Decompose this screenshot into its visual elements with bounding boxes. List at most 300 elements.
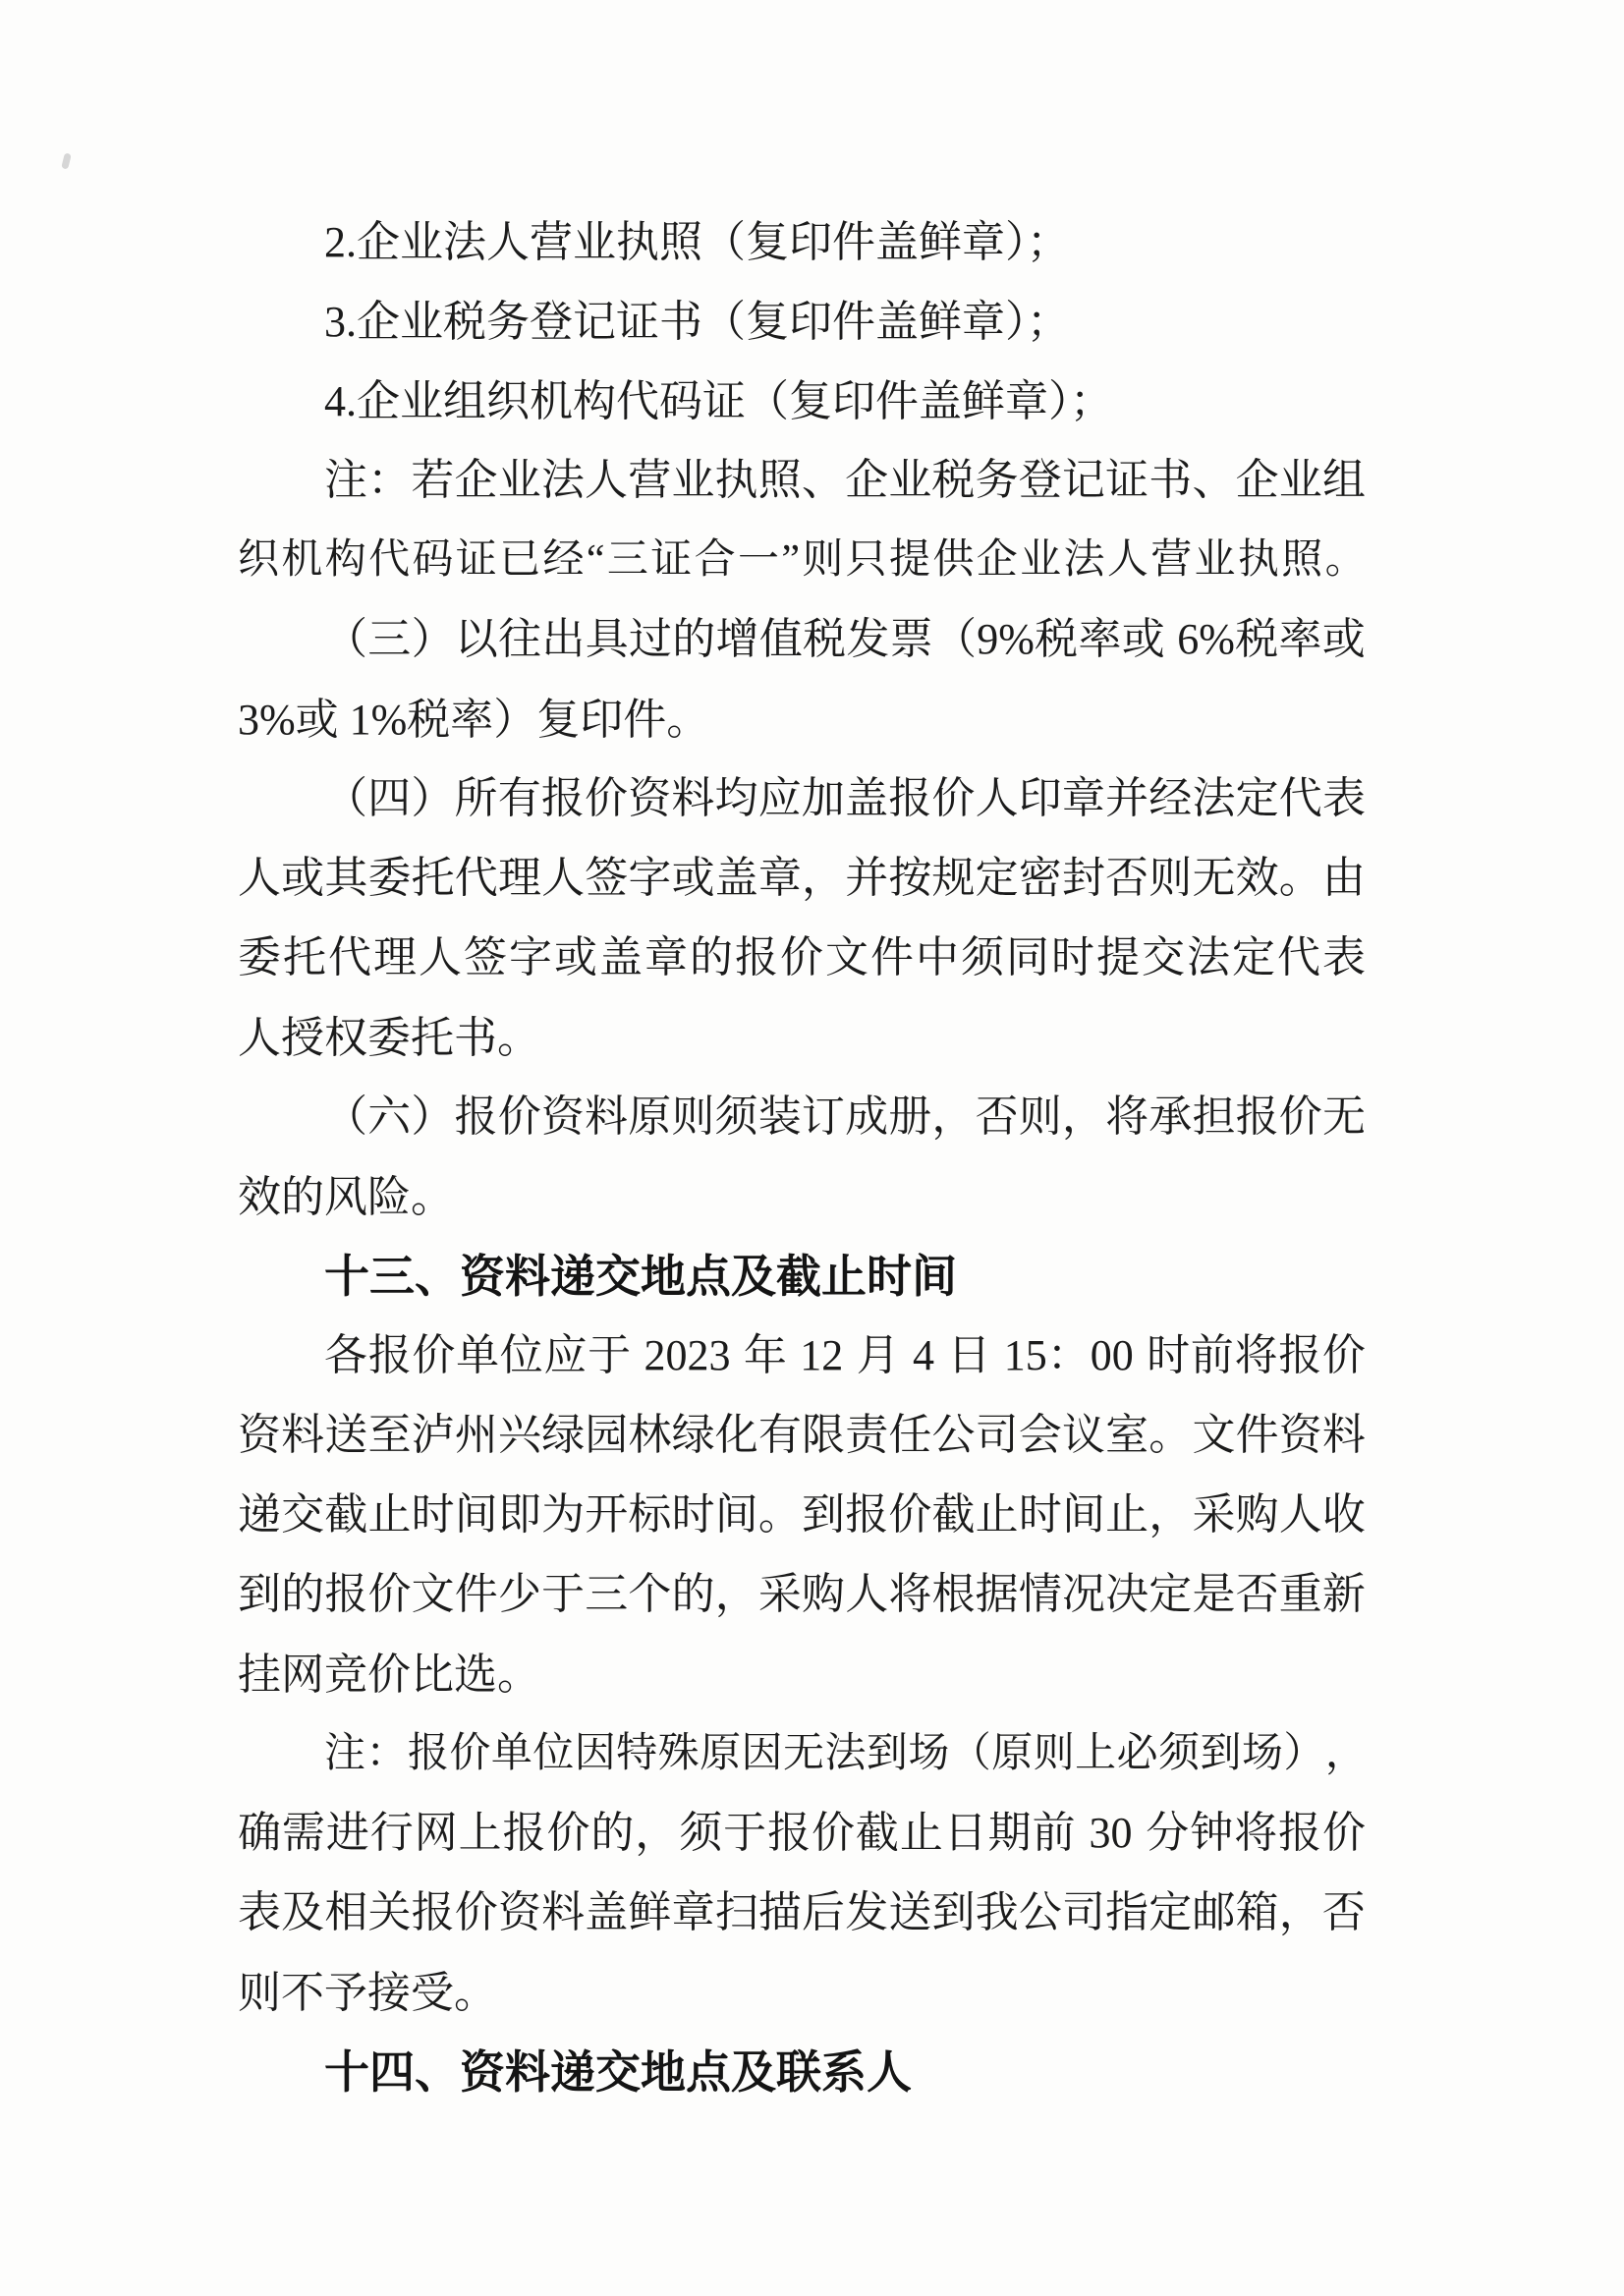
glyph: 价 <box>546 1809 590 1858</box>
glyph: 原 <box>700 1731 741 1777</box>
glyph: 代 <box>454 854 498 903</box>
glyph: 册 <box>888 1092 932 1142</box>
glyph: 则 <box>1148 854 1193 903</box>
glyph: 止 <box>899 1809 943 1858</box>
glyph: 化 <box>714 1411 758 1460</box>
glyph: 密 <box>1018 854 1062 903</box>
glyph: 截 <box>324 1490 368 1540</box>
glyph: 日 <box>947 1331 991 1380</box>
glyph: 兴 <box>497 1411 541 1460</box>
glyph: 购 <box>802 1570 846 1619</box>
glyph: 或 <box>281 854 325 903</box>
glyph: 有 <box>757 1411 802 1460</box>
glyph: ， <box>931 1092 976 1142</box>
glyph: 报 <box>454 1092 498 1142</box>
glyph: 定 <box>1148 1570 1193 1619</box>
text-line <box>238 839 1366 919</box>
glyph: 料 <box>1321 1411 1366 1460</box>
glyph: 报 <box>502 1809 546 1858</box>
text-line <box>238 521 1366 600</box>
glyph: 码 <box>412 537 453 584</box>
glyph: 交 <box>1142 933 1185 982</box>
text-line <box>238 1794 1366 1874</box>
glyph: 章 <box>757 854 802 903</box>
glyph: ： <box>365 1731 407 1777</box>
glyph: 代 <box>1277 933 1320 982</box>
glyph: 。 <box>1278 854 1322 903</box>
text-line <box>238 441 1366 521</box>
glyph: 均 <box>714 774 758 823</box>
glyph: （ <box>324 1092 367 1142</box>
glyph: 进 <box>325 1809 369 1858</box>
glyph: 盖 <box>714 854 758 903</box>
glyph: 应 <box>757 774 802 823</box>
glyph: 重 <box>1278 1570 1322 1619</box>
glyph: 箱 <box>1235 1888 1279 1937</box>
glyph: 任 <box>888 1411 932 1460</box>
glyph: 绿 <box>671 1411 715 1460</box>
glyph: 由 <box>1321 854 1366 903</box>
glyph: 报 <box>735 933 778 982</box>
glyph: 送 <box>888 1888 932 1937</box>
glyph: 时 <box>1018 1490 1062 1540</box>
glyph: 于 <box>541 1570 586 1619</box>
glyph: 证 <box>455 537 496 584</box>
glyph: 将 <box>888 1570 932 1619</box>
glyph: 执 <box>714 456 758 505</box>
glyph: 税 <box>931 456 976 505</box>
glyph: 况 <box>1061 1570 1105 1619</box>
glyph: ） <box>411 615 455 664</box>
glyph: 决 <box>1105 1570 1149 1619</box>
glyph: 企 <box>454 456 498 505</box>
glyph: 若 <box>411 456 455 505</box>
glyph: ， <box>1278 1888 1322 1937</box>
glyph: 单 <box>456 1331 500 1380</box>
glyph: 报 <box>767 1809 812 1858</box>
glyph: ， <box>1061 1092 1105 1142</box>
glyph: 营 <box>628 456 672 505</box>
glyph: 上 <box>1075 1731 1116 1777</box>
glyph: 间 <box>1061 1490 1105 1540</box>
glyph: 件 <box>870 933 914 982</box>
glyph: 即 <box>497 1490 541 1540</box>
glyph: 经 <box>542 537 584 584</box>
glyph: 资 <box>1278 1411 1322 1460</box>
glyph: 否 <box>1235 1570 1279 1619</box>
glyph: ） <box>1283 1731 1324 1777</box>
glyph: 后 <box>802 1888 846 1937</box>
glyph: 三 <box>585 1570 629 1619</box>
glyph: 分 <box>1146 1809 1190 1858</box>
glyph: 到 <box>866 1731 907 1777</box>
glyph: 托 <box>283 933 326 982</box>
glyph: 殊 <box>657 1731 699 1777</box>
glyph: 封 <box>1061 854 1105 903</box>
glyph: 价 <box>1321 1331 1366 1380</box>
glyph: 构 <box>324 537 365 584</box>
glyph: 公 <box>931 1411 976 1460</box>
glyph: 送 <box>324 1411 368 1460</box>
text-line <box>238 919 1366 998</box>
glyph: 日 <box>943 1809 987 1858</box>
glyph: 原 <box>991 1731 1033 1777</box>
glyph: 各 <box>324 1331 367 1380</box>
glyph: 定 <box>1232 933 1275 982</box>
glyph: 企 <box>845 456 889 505</box>
glyph: 料 <box>671 774 715 823</box>
glyph: 表 <box>238 1888 281 1937</box>
glyph: 章 <box>644 933 688 982</box>
glyph: （ <box>949 1731 990 1777</box>
glyph: 值 <box>758 615 803 664</box>
glyph: 人 <box>1106 537 1148 584</box>
glyph: 开 <box>585 1490 629 1540</box>
glyph: 资 <box>497 1888 541 1937</box>
glyph: 因 <box>574 1731 615 1777</box>
glyph: 所 <box>454 774 498 823</box>
glyph: 到 <box>1200 1731 1241 1777</box>
glyph: 字 <box>509 933 552 982</box>
text-line <box>238 1555 1366 1635</box>
glyph: 园 <box>585 1411 629 1460</box>
glyph: 文 <box>825 933 868 982</box>
glyph: 时 <box>671 1490 715 1540</box>
glyph: 前 <box>1032 1809 1076 1858</box>
glyph: 价 <box>931 774 976 823</box>
glyph: 关 <box>367 1888 412 1937</box>
glyph: 截 <box>931 1490 976 1540</box>
glyph: 代 <box>328 933 371 982</box>
glyph: 价 <box>585 774 629 823</box>
glyph: 业 <box>1020 537 1061 584</box>
glyph: 料 <box>541 1888 586 1937</box>
glyph: 、 <box>801 456 845 505</box>
glyph: 字 <box>628 854 672 903</box>
glyph: 注 <box>324 456 367 505</box>
glyph: 钟 <box>1190 1809 1234 1858</box>
glyph: 证 <box>650 537 692 584</box>
glyph: 止 <box>367 1490 412 1540</box>
text-line <box>238 1874 1366 1953</box>
glyph: 司 <box>1061 1888 1105 1937</box>
glyph: 企 <box>1235 456 1279 505</box>
glyph: “ <box>586 537 604 584</box>
text-line <box>238 1714 1366 1794</box>
text-line <box>238 1396 1366 1476</box>
glyph: 订 <box>801 1092 845 1142</box>
glyph: （ <box>324 774 367 823</box>
glyph: 人 <box>1278 1490 1322 1540</box>
glyph: 无 <box>1321 1092 1366 1142</box>
glyph: 无 <box>782 1731 823 1777</box>
glyph: 签 <box>464 933 507 982</box>
glyph: 率 <box>1078 615 1122 664</box>
glyph: 室 <box>1105 1411 1149 1460</box>
glyph: 营 <box>1150 537 1192 584</box>
glyph: 委 <box>367 854 412 903</box>
glyph: 据 <box>975 1570 1019 1619</box>
glyph: 报 <box>411 1888 455 1937</box>
glyph: 或 <box>671 854 715 903</box>
glyph: 无 <box>1192 854 1236 903</box>
glyph: 位 <box>532 1731 574 1777</box>
glyph: 发 <box>846 615 890 664</box>
glyph: 同 <box>1006 933 1049 982</box>
glyph: 理 <box>497 854 541 903</box>
glyph: 到 <box>931 1888 976 1937</box>
glyph: 4 <box>913 1331 934 1380</box>
glyph: 前 <box>1190 1331 1234 1380</box>
glyph: 一 <box>737 537 778 584</box>
glyph: 或 <box>1321 615 1366 664</box>
glyph: 并 <box>845 854 889 903</box>
glyph: 责 <box>845 1411 889 1460</box>
glyph: 价 <box>811 1809 855 1858</box>
glyph: 的 <box>671 1570 715 1619</box>
glyph: 根 <box>931 1570 976 1619</box>
glyph: 资 <box>628 774 672 823</box>
glyph: 执 <box>1237 537 1278 584</box>
glyph: 递 <box>238 1490 281 1540</box>
glyph: 盖 <box>845 774 889 823</box>
glyph: 人 <box>541 854 586 903</box>
glyph: 价 <box>1321 1809 1366 1858</box>
glyph: 票 <box>889 615 933 664</box>
glyph: ， <box>802 854 846 903</box>
glyph: 否 <box>1105 854 1149 903</box>
glyph: 盖 <box>599 933 643 982</box>
glyph: 资 <box>540 1092 585 1142</box>
glyph: 料 <box>585 1092 629 1142</box>
glyph: 相 <box>324 1888 368 1937</box>
glyph: 邮 <box>1192 1888 1236 1937</box>
glyph: 会 <box>1018 1411 1062 1460</box>
text-line: 挂网竞价比选。 <box>238 1651 540 1699</box>
glyph: ： <box>367 456 412 505</box>
glyph: 须 <box>1158 1731 1200 1777</box>
glyph: 因 <box>741 1731 782 1777</box>
glyph: ） <box>411 774 455 823</box>
glyph: 泸 <box>411 1411 455 1460</box>
glyph: 或 <box>1121 615 1165 664</box>
glyph: 书 <box>1148 456 1193 505</box>
glyph: 止 <box>1105 1490 1149 1540</box>
glyph: 中 <box>916 933 959 982</box>
word-space <box>788 1316 800 1396</box>
glyph: 新 <box>1321 1570 1366 1619</box>
glyph: 限 <box>802 1411 846 1460</box>
glyph: 法 <box>540 456 585 505</box>
scan-artifact <box>61 152 72 169</box>
glyph: 记 <box>1061 456 1105 505</box>
glyph: 代 <box>368 537 410 584</box>
glyph: 出 <box>541 615 586 664</box>
glyph: 将 <box>1234 1809 1278 1858</box>
glyph: 增 <box>715 615 759 664</box>
glyph: 绿 <box>541 1411 586 1460</box>
section-heading: 十四、资料递交地点及联系人 <box>324 2045 912 2099</box>
text-line: 则不予接受。 <box>238 1969 497 2017</box>
glyph: 截 <box>855 1809 899 1858</box>
glyph: 价 <box>367 1570 412 1619</box>
glyph: 签 <box>585 854 629 903</box>
glyph: 报 <box>1235 1092 1279 1142</box>
text-block <box>238 202 1366 2112</box>
glyph: 报 <box>324 1570 368 1619</box>
glyph: 税 <box>803 615 847 664</box>
glyph: 表 <box>1322 933 1366 982</box>
glyph: 成 <box>845 1092 889 1142</box>
glyph: 发 <box>845 1888 889 1937</box>
glyph: 少 <box>497 1570 541 1619</box>
glyph: 2023 <box>644 1331 731 1380</box>
glyph: 为 <box>541 1490 586 1540</box>
glyph: 有 <box>497 774 541 823</box>
text-line <box>238 759 1366 839</box>
glyph: 六 <box>367 1092 412 1142</box>
glyph: 行 <box>369 1809 414 1858</box>
glyph: ） <box>411 1092 455 1142</box>
glyph: （ <box>932 615 977 664</box>
glyph: 公 <box>1018 1888 1062 1937</box>
glyph: 登 <box>1018 456 1062 505</box>
glyph: 盖 <box>585 1888 629 1937</box>
word-space <box>731 1316 743 1396</box>
glyph: 价 <box>780 933 823 982</box>
glyph: 9% <box>977 615 1035 664</box>
glyph: 担 <box>1192 1092 1236 1142</box>
glyph: 特 <box>616 1731 657 1777</box>
glyph: 的 <box>690 933 733 982</box>
glyph: 购 <box>1235 1490 1279 1540</box>
glyph: 价 <box>454 1888 498 1937</box>
glyph: 15：00 <box>1003 1331 1134 1380</box>
glyph: 四 <box>367 774 412 823</box>
glyph: 证 <box>1105 456 1149 505</box>
glyph: 料 <box>281 1411 325 1460</box>
glyph: 注 <box>324 1731 365 1777</box>
glyph: 报 <box>888 774 932 823</box>
glyph: 。 <box>1324 537 1366 584</box>
glyph: 法 <box>824 1731 866 1777</box>
glyph: 供 <box>932 537 974 584</box>
glyph: 人 <box>238 854 281 903</box>
glyph: 州 <box>454 1411 498 1460</box>
glyph: 定 <box>975 854 1019 903</box>
glyph: 价 <box>497 1092 541 1142</box>
glyph: 时 <box>411 1490 455 1540</box>
glyph: 报 <box>1278 1809 1322 1858</box>
glyph: 承 <box>1148 1092 1193 1142</box>
glyph: 是 <box>1192 1570 1236 1619</box>
glyph: 则 <box>1033 1731 1074 1777</box>
glyph: 报 <box>845 1490 889 1540</box>
glyph: 交 <box>281 1490 325 1540</box>
word-space <box>632 1316 644 1396</box>
glyph: 装 <box>757 1092 802 1142</box>
glyph: 时 <box>1147 1331 1191 1380</box>
glyph: 文 <box>1192 1411 1236 1460</box>
glyph: 文 <box>411 1570 455 1619</box>
glyph: 否 <box>1321 1888 1366 1937</box>
glyph: ， <box>1148 1490 1193 1540</box>
glyph: 确 <box>238 1809 281 1858</box>
glyph: 鲜 <box>628 1888 672 1937</box>
glyph: 30 <box>1089 1809 1133 1858</box>
glyph: 按 <box>888 854 932 903</box>
glyph: 其 <box>324 854 368 903</box>
glyph: 人 <box>975 774 1019 823</box>
glyph: 定 <box>1148 1888 1193 1937</box>
glyph: 价 <box>449 1731 490 1777</box>
glyph: 报 <box>367 1331 412 1380</box>
glyph: 司 <box>975 1411 1019 1460</box>
glyph: 于 <box>723 1809 767 1858</box>
glyph: 业 <box>1278 456 1322 505</box>
word-space <box>1133 1794 1145 1874</box>
glyph: 。 <box>1148 1411 1193 1460</box>
glyph: 价 <box>888 1490 932 1540</box>
glyph: 原 <box>628 1092 672 1142</box>
glyph: ” <box>781 537 799 584</box>
glyph: 率 <box>1278 615 1322 664</box>
glyph: 组 <box>1321 456 1366 505</box>
glyph: 及 <box>281 1888 325 1937</box>
glyph: 人 <box>845 1570 889 1619</box>
glyph: 税 <box>1235 615 1279 664</box>
glyph: 将 <box>1234 1331 1278 1380</box>
glyph: 。 <box>757 1490 802 1540</box>
glyph: 企 <box>976 537 1017 584</box>
glyph: 人 <box>419 933 462 982</box>
glyph: 议 <box>1061 1411 1105 1460</box>
glyph: 间 <box>454 1490 498 1540</box>
glyph: 6% <box>1177 615 1235 664</box>
glyph: 场 <box>1241 1731 1282 1777</box>
glyph: 业 <box>1194 537 1235 584</box>
glyph: 往 <box>498 615 542 664</box>
word-space <box>991 1316 1003 1396</box>
text-line: 4.企业组织机构代码证（复印件盖鲜章）； <box>324 377 1113 425</box>
glyph: （ <box>324 615 367 664</box>
text-line: 2.企业法人营业执照（复印件盖鲜章）； <box>324 218 1070 266</box>
glyph: 位 <box>499 1331 543 1380</box>
glyph: 并 <box>1105 774 1149 823</box>
text-line <box>238 1316 1366 1396</box>
glyph: 印 <box>1018 774 1062 823</box>
glyph: 托 <box>411 854 455 903</box>
glyph: 税 <box>1035 615 1079 664</box>
word-space <box>900 1316 912 1396</box>
word-space <box>1165 600 1177 680</box>
word-space <box>1134 1316 1146 1396</box>
glyph: 的 <box>672 615 716 664</box>
glyph: 单 <box>490 1731 532 1777</box>
glyph: 机 <box>281 537 322 584</box>
glyph: ， <box>714 1570 758 1619</box>
glyph: ， <box>635 1809 679 1858</box>
text-line: 3%或 1%税率）复印件。 <box>238 696 710 744</box>
glyph: 则 <box>671 1092 715 1142</box>
glyph: 定 <box>1235 774 1279 823</box>
glyph: 照 <box>1281 537 1322 584</box>
glyph: 将 <box>1105 1092 1149 1142</box>
glyph: 法 <box>1063 537 1104 584</box>
glyph: 理 <box>373 933 417 982</box>
glyph: 到 <box>238 1570 281 1619</box>
glyph: 业 <box>671 456 715 505</box>
